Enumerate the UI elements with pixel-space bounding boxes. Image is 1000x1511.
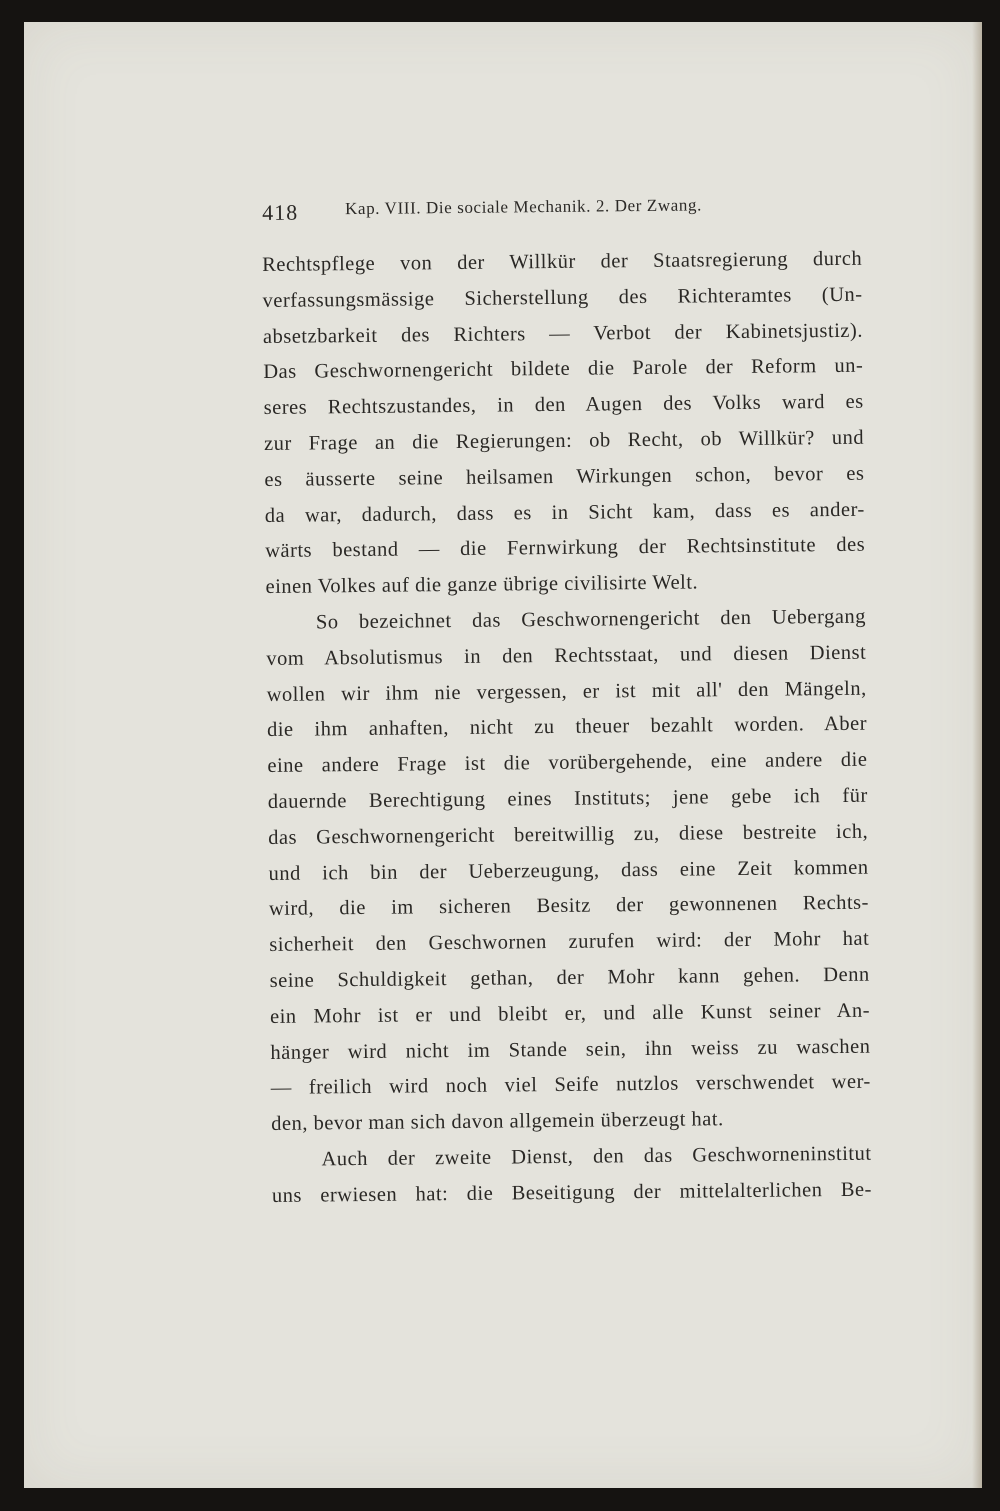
text-line: vom Absolutismus in den Rechtsstaat, und diesen Dienst [266,641,867,670]
paragraph-start-line: So bezeichnet das Geschwornengericht den Uebergang [315,605,867,634]
text-line: seine Schuldigkeit gethan, der Mohr kann gehen. Denn [269,963,870,992]
text-line: — freilich wird noch viel Seife nutzlos verschwendet wer- [270,1070,871,1100]
page-edge-shadow [972,22,982,1488]
text-line: die ihm anhaften, nicht zu theuer bezahlt worden. Aber [266,713,868,742]
text-line: wird, die im sicheren Besitz der gewonnenen Rechts- [268,892,870,921]
text-line: wärts bestand — die Fernwirkung der Rechtsinstitute des [265,534,866,563]
text-line: Das Geschwornengericht bildete die Parole der Reform un- [263,355,864,384]
text-line: den, bevor man sich davon allgemein überzeugt hat. [271,1108,724,1136]
paragraph-start-line: Auch der zweite Dienst, den das Geschworneninstitut [321,1142,872,1171]
text-line: und ich bin der Ueberzeugung, dass eine Zeit kommen [268,856,869,885]
text-line: dauernde Berechtigung eines Instituts; jene gebe ich für [267,784,868,813]
text-line: ein Mohr ist er und bleibt er, und alle Kunst seiner An- [269,999,871,1028]
text-line: zur Frage an die Regierungen: ob Recht, ob Willkür? und [263,426,865,455]
body-text [262,242,872,1215]
text-line: hänger wird nicht im Stande sein, ihn weiss zu waschen [270,1035,871,1064]
text-line: einen Volkes auf die ganze übrige civilisirte Welt. [265,571,699,599]
running-head: Kap. VIII. Die sociale Mechanik. 2. Der Zwang. [345,195,702,219]
text-line: das Geschwornengericht bereitwillig zu, diese bestreite ich, [268,820,869,849]
page-number: 418 [262,199,299,225]
text-line: verfassungsmässige Sicherstellung des Richteramtes (Un- [262,283,863,312]
text-line: uns erwiesen hat: die Beseitigung der mittelalterlichen Be- [271,1178,873,1207]
text-line: eine andere Frage ist die vorübergehende, eine andere die [267,748,868,778]
text-line: sicherheit den Geschwornen zurufen wird: der Mohr hat [269,927,870,957]
text-line: seres Rechtszustandes, in den Augen des Volks ward es [263,390,864,420]
text-line: es äusserte seine heilsamen Wirkungen schon, bevor es [264,462,865,491]
book-page [24,22,982,1488]
text-line: Rechtspflege von der Willkür der Staatsregierung durch [262,247,863,276]
text-line: absetzbarkeit des Richters — Verbot der Kabinetsjustiz). [262,319,864,348]
text-line: da war, dadurch, dass es in Sicht kam, dass es ander- [264,498,865,527]
text-line: wollen wir ihm nie vergessen, er ist mit all' den Mängeln, [266,677,867,706]
page-header [262,193,782,228]
